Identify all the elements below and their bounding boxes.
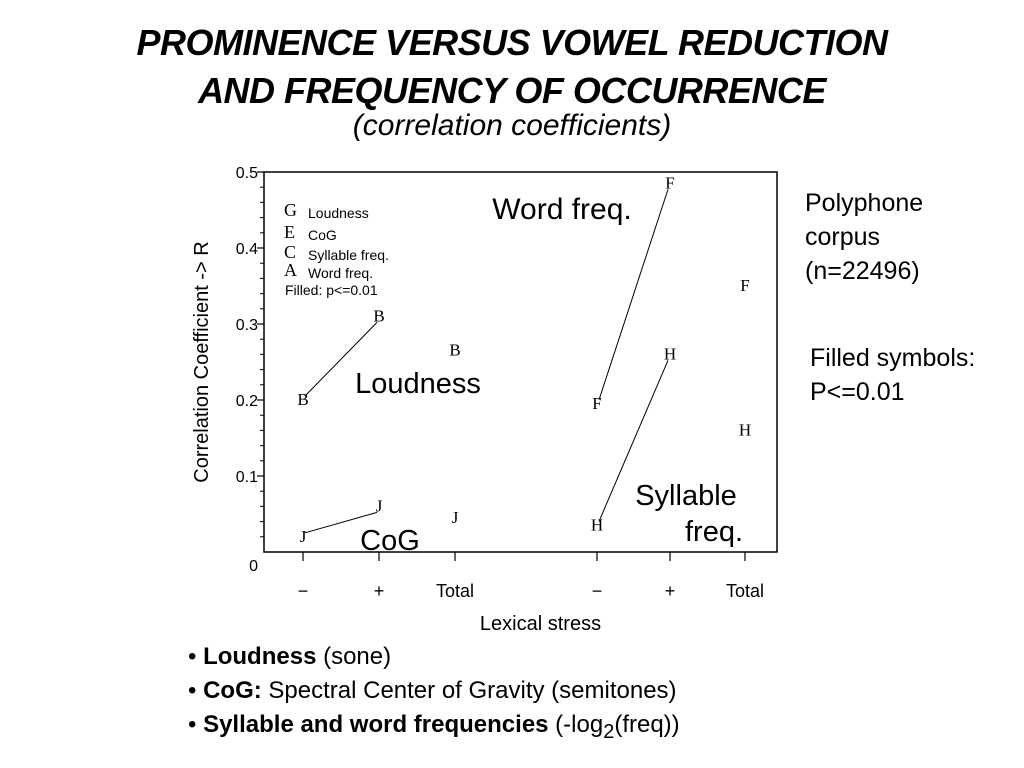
bullet-desc: (freq))	[614, 711, 680, 738]
data-point-F: F	[592, 393, 602, 413]
legend-label: CoG	[308, 227, 337, 243]
x-tick-label: Total	[725, 581, 765, 601]
data-point-B: B	[297, 390, 309, 409]
bullet-term: Syllable and word frequencies	[203, 711, 549, 738]
x-tick-label: −	[297, 581, 309, 601]
x-tick-label: +	[373, 581, 385, 601]
data-point-F: F	[665, 173, 675, 193]
legend-label: Word freq.	[308, 265, 374, 281]
bullet-desc: (-log	[548, 711, 604, 738]
title-line-2: AND FREQUENCY OF OCCURRENCE	[198, 70, 826, 111]
legend-label: Loudness	[308, 205, 369, 221]
bullet-desc: Spectral Center of Gravity (semitones)	[261, 677, 677, 704]
data-point-J: J	[299, 526, 307, 546]
data-point-H: H	[663, 344, 677, 364]
filled-symbols-note	[810, 341, 975, 409]
y-tick-label: 0.3	[235, 317, 258, 334]
legend-symbol: A	[284, 260, 297, 280]
corpus-note-line: corpus	[805, 223, 881, 251]
legend-note: Filled: p<=0.01	[285, 282, 378, 298]
annotation-label: Loudness	[355, 368, 481, 400]
bullet-frequencies: • Syllable and word frequencies $(-\log_2(freq))$	[188, 711, 680, 743]
x-tick-label: −	[591, 581, 603, 601]
legend-label: Syllable freq.	[308, 247, 389, 263]
annotation-label: Syllable	[635, 480, 737, 512]
annotation-label: Word freq.	[492, 193, 632, 226]
bullet-list	[188, 640, 680, 749]
subtitle: (correlation coefficients)	[352, 109, 672, 142]
x-tick-label: Total	[435, 581, 475, 601]
y-tick-label: 0.1	[235, 469, 258, 486]
y-tick-label: 0.5	[235, 165, 258, 182]
data-point-J: J	[451, 507, 459, 527]
annotation-label: freq.	[684, 516, 744, 548]
x-axis-label: Lexical stress	[479, 613, 602, 635]
y-tick-label: 0.4	[235, 241, 258, 258]
bullet-term: CoG:	[203, 677, 262, 704]
x-tick-label: +	[664, 581, 676, 601]
y-axis-label: Correlation Coefficient -> R	[191, 241, 213, 483]
corpus-note-line: (n=22496)	[805, 257, 920, 285]
bullet-desc: (sone)	[316, 643, 392, 670]
filled-symbols-note-line: Filled symbols:	[810, 344, 976, 372]
annotation-label: CoG	[360, 525, 420, 557]
legend-symbol: C	[284, 242, 297, 262]
legend-symbol: E	[284, 222, 295, 242]
data-point-F: F	[740, 276, 750, 295]
corpus-note	[805, 186, 923, 288]
data-point-B: B	[449, 340, 461, 360]
data-point-H: H	[738, 420, 752, 440]
y-tick-label: 0	[249, 558, 258, 575]
bullet-loudness: • Loudness (sone)	[188, 643, 392, 670]
data-point-B: B	[373, 306, 385, 326]
legend-symbol: G	[284, 200, 297, 220]
data-point-J: J	[375, 496, 383, 516]
data-point-H: H	[590, 515, 604, 535]
title-line-1: PROMINENCE VERSUS VOWEL REDUCTION	[136, 22, 888, 63]
bullet-subscript: 2	[603, 720, 615, 743]
corpus-note-line: Polyphone	[805, 189, 924, 217]
bullet-term: Loudness	[203, 643, 317, 670]
filled-symbols-note-line: P<=0.01	[810, 378, 905, 406]
y-tick-label: 0.2	[235, 393, 258, 410]
bullet-cog: • CoG: Spectral Center of Gravity (semitones)	[188, 677, 677, 704]
